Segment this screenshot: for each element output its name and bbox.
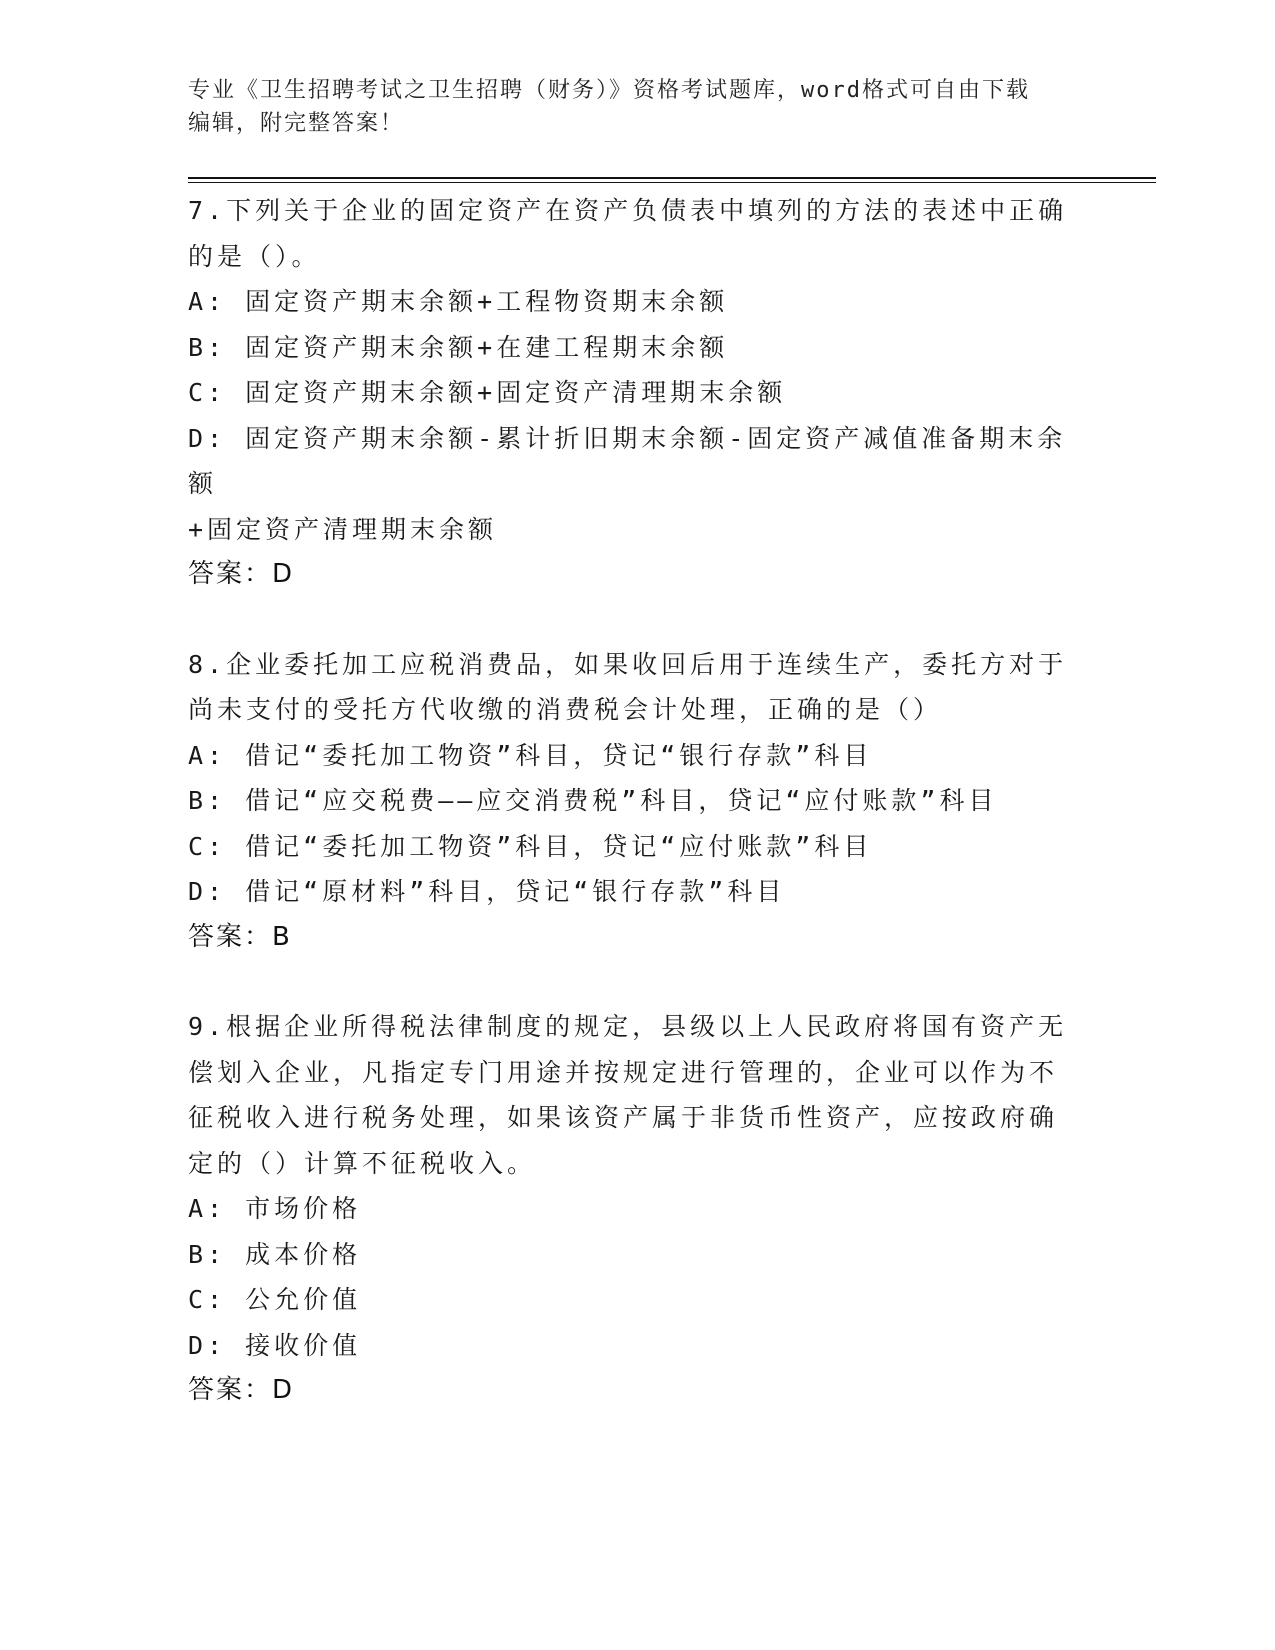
option-d: D: 固定资产期末余额-累计折旧期末余额-固定资产减值准备期末余额: [188, 423, 1067, 498]
header-divider-thick: [188, 177, 1156, 179]
option-b: B: 固定资产期末余额+在建工程期末余额: [188, 332, 729, 362]
option-c: C: 公允价值: [188, 1285, 362, 1314]
question-list: [188, 188, 1088, 1458]
question-7: [188, 188, 1088, 598]
question-text-line: 的是（）。: [188, 241, 321, 271]
question-text-line: 7.下列关于企业的固定资产在资产负债表中填列的方法的表述中正确: [188, 196, 1068, 225]
question-text-line: 8.企业委托加工应税消费品，如果收回后用于连续生产，委托方对于: [188, 649, 1068, 679]
question-text-line: 尚未支付的受托方代收缴的消费税会计处理，正确的是（）: [188, 695, 943, 724]
option-d: D: 接收价值: [188, 1330, 362, 1360]
option-b: B: 成本价格: [188, 1239, 362, 1269]
header-divider-thin: [188, 182, 1156, 183]
option-a: A: 固定资产期末余额+工程物资期末余额: [188, 287, 729, 316]
option-c: C: 借记“委托加工物资”科目，贷记“应付账款”科目: [188, 831, 873, 861]
document-header: [188, 74, 1088, 140]
option-a: A: 市场价格: [188, 1194, 362, 1223]
question-text-line: 9.根据企业所得税法律制度的规定，县级以上人民政府将国有资产无: [188, 1012, 1068, 1041]
question-9: [188, 1004, 1088, 1414]
option-c: C: 固定资产期末余额+固定资产清理期末余额: [188, 378, 787, 407]
option-b: B: 借记“应交税费——应交消费税”科目，贷记“应付账款”科目: [188, 786, 998, 815]
header-line-1: 专业《卫生招聘考试之卫生招聘（财务）》资格考试题库，word格式可自由下载: [188, 78, 1030, 103]
answer-label: 答案：D: [188, 1375, 295, 1405]
question-text-line: 定的（）计算不征税收入。: [188, 1148, 537, 1178]
option-d: D: 借记“原材料”科目，贷记“银行存款”科目: [188, 877, 786, 906]
question-text-line: 征税收入进行税务处理，如果该资产属于非货币性资产，应按政府确: [188, 1103, 1059, 1132]
header-line-2: 编辑，附完整答案！: [188, 111, 405, 136]
option-d-continued: +固定资产清理期末余额: [188, 514, 498, 544]
answer-label: 答案：D: [188, 559, 295, 589]
question-text-line: 偿划入企业，凡指定专门用途并按规定进行管理的，企业可以作为不: [188, 1057, 1059, 1087]
question-8: [188, 642, 1088, 961]
option-a: A: 借记“委托加工物资”科目，贷记“银行存款”科目: [188, 740, 873, 770]
answer-label: 答案：B: [188, 921, 292, 952]
